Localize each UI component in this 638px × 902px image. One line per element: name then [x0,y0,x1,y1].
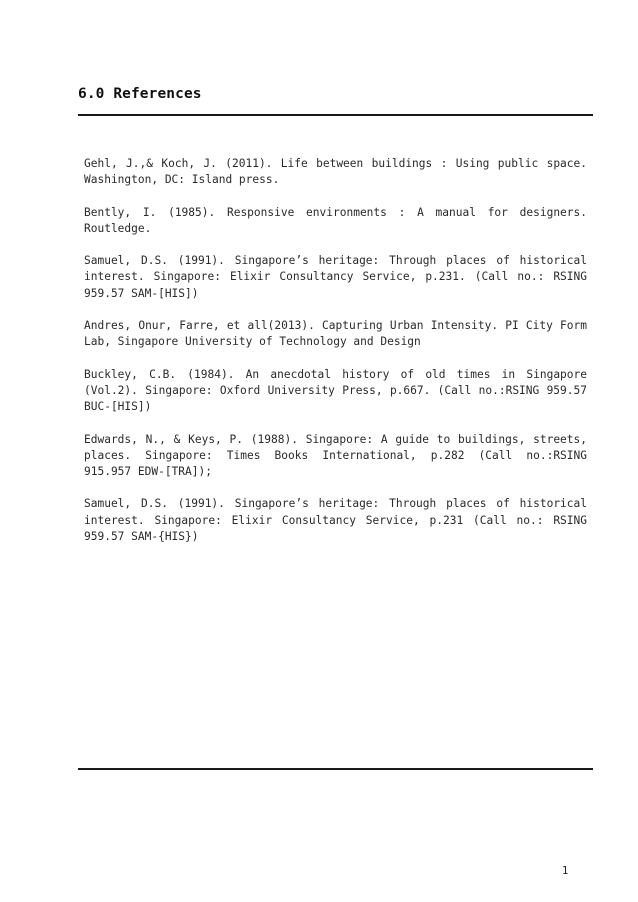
reference-item: Bently, I. (1985). Responsive environments : A manual for designers. Routledge. [84,205,587,235]
footer-divider [78,768,593,770]
reference-item: Andres, Onur, Farre, et all(2013). Capturing Urban Intensity. PI City Form Lab, Singapore University of Technology and Design [84,319,587,349]
reference-item: Buckley, C.B. (1984). An anecdotal history of old times in Singapore (Vol.2). Singapore: Oxford University Press, p.667. (Call no.:RSING 959.57 BUC-[HIS]) [84,367,587,414]
reference-item: Gehl, J.,& Koch, J. (2011). Life between buildings : Using public space. Washington, DC: Island press. [84,157,587,187]
reference-item: Samuel, D.S. (1991). Singapore’s heritage: Through places of historical interest. Singapore: Elixir Consultancy Service, p.231. (Call no.: RSING 959.57 SAM-[HIS]) [84,254,587,300]
page-number: 1 [562,865,569,877]
references-list [84,156,587,561]
reference-item: Samuel, D.S. (1991). Singapore’s heritage: Through places of historical interest. Singapore: Elixir Consultancy Service, p.231 (Call no.: RSING 959.57 SAM-{HIS}) [84,497,587,544]
page-title: 6.0 References [78,86,202,102]
reference-item: Edwards, N., & Keys, P. (1988). Singapore: A guide to buildings, streets, places. Singapore: Times Books International, p.282 (Call no.:RSING 915.957 EDW-[TRA]); [84,432,587,479]
header-divider [78,114,593,116]
